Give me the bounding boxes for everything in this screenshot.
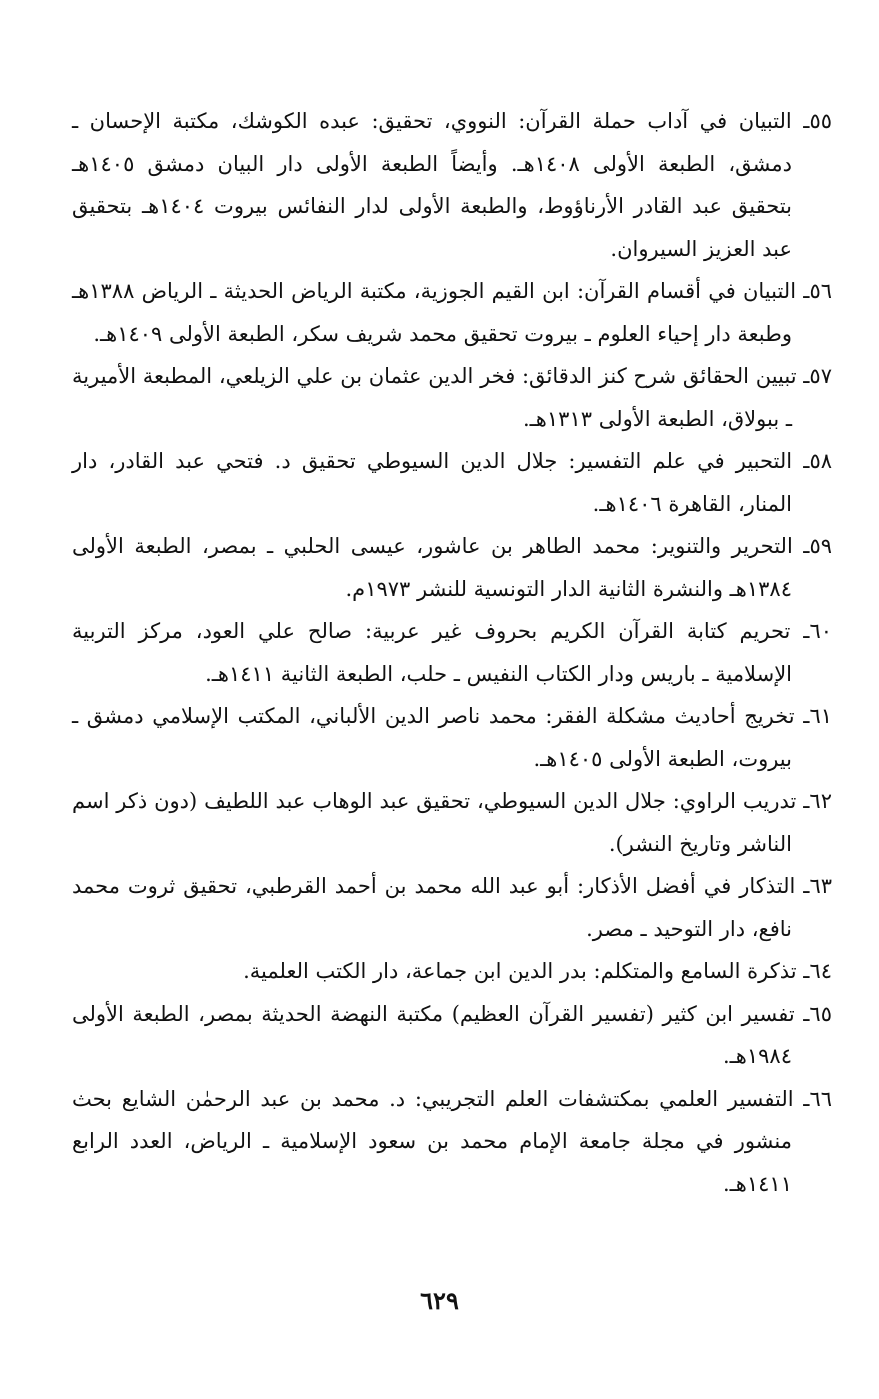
entry-text: التبيان في آداب حملة القرآن: النووي، تحقيق: عبده الكوشك، مكتبة الإحسان ـ دمشق، الطبعة الأولى ١٤٠٨هـ. وأيضاً الطبعة الأولى دار البيان دمشق ١٤٠٥هـ بتحقيق عبد القادر الأرناؤوط، والطبعة الأولى لدار النفائس بيروت ١٤٠٤هـ بتحقيق عبد العزيز السيروان. [72, 109, 792, 261]
entry-number: ٥٨ـ [803, 449, 832, 473]
entry-number: ٥٩ـ [803, 534, 832, 558]
bibliography-entry [72, 950, 832, 993]
entry-text: تبيين الحقائق شرح كنز الدقائق: فخر الدين عثمان بن علي الزيلعي، المطبعة الأميرية ـ ببولاق، الطبعة الأولى ١٣١٣هـ. [72, 364, 797, 431]
entry-number: ٦٤ـ [803, 959, 832, 983]
entry-text: تخريج أحاديث مشكلة الفقر: محمد ناصر الدين الألباني، المكتب الإسلامي دمشق ـ بيروت، الطبعة الأولى ١٤٠٥هـ. [72, 704, 795, 771]
bibliography-entry [72, 355, 832, 440]
entry-text: التفسير العلمي بمكتشفات العلم التجريبي: د. محمد بن عبد الرحمٰن الشايع بحث منشور في مجلة جامعة الإمام محمد بن سعود الإسلامية ـ الرياض، العدد الرابع ١٤١١هـ. [72, 1086, 794, 1196]
entry-text: تفسير ابن كثير (تفسير القرآن العظيم) مكتبة النهضة الحديثة بمصر، الطبعة الأولى ١٩٨٤هـ. [72, 1001, 795, 1068]
bibliography-entry [72, 525, 832, 610]
entry-text: التبيان في أقسام القرآن: ابن القيم الجوزية، مكتبة الرياض الحديثة ـ الرياض ١٣٨٨هـ وطبعة دار إحياء العلوم ـ بيروت تحقيق محمد شريف سكر، الطبعة الأولى ١٤٠٩هـ. [72, 279, 797, 346]
entry-number: ٦٦ـ [803, 1086, 832, 1111]
page-number: ٦٢٩ [420, 1286, 459, 1315]
entry-number: ٦٢ـ [803, 789, 832, 813]
entry-number: ٦١ـ [803, 704, 832, 728]
entry-text: تحريم كتابة القرآن الكريم بحروف غير عربية: صالح علي العود، مركز التربية الإسلامية ـ باريس ودار الكتاب النفيس ـ حلب، الطبعة الثانية ١٤١١هـ. [72, 619, 792, 686]
bibliography-entry [72, 270, 832, 355]
bibliography-entry [72, 865, 832, 950]
bibliography-entry [72, 695, 832, 780]
entry-number: ٥٧ـ [803, 364, 832, 388]
entry-number: ٥٥ـ [803, 109, 832, 133]
entry-text: التحرير والتنوير: محمد الطاهر بن عاشور، عيسى الحلبي ـ بمصر، الطبعة الأولى ١٣٨٤هـ والنشرة الثانية الدار التونسية للنشر ١٩٧٣م. [72, 534, 793, 601]
bibliography-entry [72, 780, 832, 865]
entry-text: تذكرة السامع والمتكلم: بدر الدين ابن جماعة، دار الكتب العلمية. [243, 959, 797, 983]
entry-number: ٦٠ـ [803, 619, 832, 643]
entry-number: ٥٦ـ [803, 279, 832, 303]
entry-number: ٦٣ـ [803, 874, 832, 898]
bibliography-entry [72, 993, 832, 1078]
bibliography-entry [72, 610, 832, 695]
bibliography-entry [72, 440, 832, 525]
entry-text: التحبير في علم التفسير: جلال الدين السيوطي تحقيق د. فتحي عبد القادر، دار المنار، القاهرة ١٤٠٦هـ. [72, 449, 793, 516]
entry-text: تدريب الراوي: جلال الدين السيوطي، تحقيق عبد الوهاب عبد اللطيف (دون ذكر اسم الناشر وتاريخ النشر). [72, 789, 797, 856]
entry-number: ٦٥ـ [803, 1001, 832, 1026]
bibliography-entry [72, 100, 832, 270]
entry-text: التذكار في أفضل الأذكار: أبو عبد الله محمد بن أحمد القرطبي، تحقيق ثروت محمد نافع، دار التوحيد ـ مصر. [72, 874, 796, 941]
bibliography-list [72, 100, 832, 1205]
bibliography-entry [72, 1078, 832, 1206]
